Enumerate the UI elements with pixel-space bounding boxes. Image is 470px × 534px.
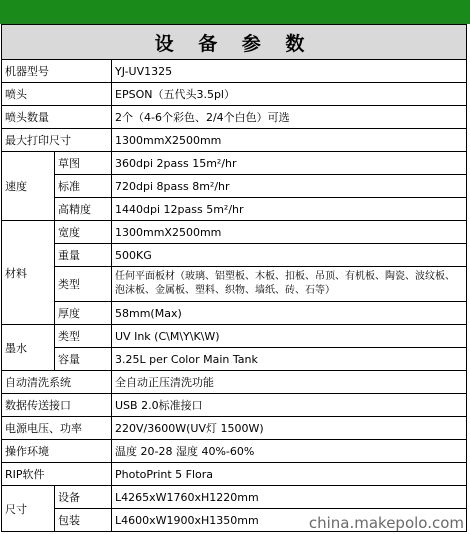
page-title: 设 备 参 数: [2, 25, 467, 60]
head-label: 喷头: [2, 83, 112, 106]
spec-table: [1, 24, 467, 532]
interface-value: USB 2.0标准接口: [112, 394, 467, 417]
speed-standard-value: 720dpi 8pass 8m²/hr: [112, 175, 467, 198]
power-label: 电源电压、功率: [2, 417, 112, 440]
ink-type-value: UV Ink (C\M\Y\K\W): [112, 325, 467, 348]
speed-high-value: 1440dpi 12pass 5m²/hr: [112, 198, 467, 221]
speed-label: 速度: [2, 152, 55, 221]
power-value: 220V/3600W(UV灯 1500W): [112, 417, 467, 440]
material-width-label: 宽度: [55, 221, 112, 244]
material-weight-value: 500KG: [112, 244, 467, 267]
max-print-value: 1300mmX2500mm: [112, 129, 467, 152]
watermark: china.makepolo.com: [308, 514, 464, 532]
rip-label: RIP软件: [2, 463, 112, 486]
cleaning-value: 全自动正压清洗功能: [112, 371, 467, 394]
speed-high-label: 高精度: [55, 198, 112, 221]
top-green-bar: [0, 0, 470, 24]
head-value: EPSON（五代头3.5pl）: [112, 83, 467, 106]
interface-label: 数据传送接口: [2, 394, 112, 417]
material-type-value: 任何平面板材（玻璃、铝塑板、木板、扣板、吊顶、有机板、陶瓷、波纹板、泡沫板、金属板、塑料、织物、墙纸、砖、石等）: [112, 267, 467, 302]
speed-draft-value: 360dpi 2pass 15m²/hr: [112, 152, 467, 175]
size-package-label: 包装: [55, 509, 112, 532]
rip-value: PhotoPrint 5 Flora: [112, 463, 467, 486]
model-value: YJ-UV1325: [112, 60, 467, 83]
model-label: 机器型号: [2, 60, 112, 83]
head-count-value: 2个（4-6个彩色、2/4个白色）可选: [112, 106, 467, 129]
material-weight-label: 重量: [55, 244, 112, 267]
material-thickness-value: 58mm(Max): [112, 302, 467, 325]
material-thickness-label: 厚度: [55, 302, 112, 325]
environment-label: 操作环境: [2, 440, 112, 463]
environment-value: 温度 20-28 湿度 40%-60%: [112, 440, 467, 463]
material-type-label: 类型: [55, 267, 112, 302]
ink-capacity-label: 容量: [55, 348, 112, 371]
max-print-label: 最大打印尺寸: [2, 129, 112, 152]
speed-draft-label: 草图: [55, 152, 112, 175]
ink-label: 墨水: [2, 325, 55, 371]
material-width-value: 1300mmX2500mm: [112, 221, 467, 244]
size-label: 尺寸: [2, 486, 55, 532]
material-label: 材料: [2, 221, 55, 325]
ink-type-label: 类型: [55, 325, 112, 348]
size-device-value: L4265xW1760xH1220mm: [112, 486, 467, 509]
ink-capacity-value: 3.25L per Color Main Tank: [112, 348, 467, 371]
size-package-value: L4600xW1900xH1350mm: [112, 509, 467, 532]
speed-standard-label: 标准: [55, 175, 112, 198]
size-device-label: 设备: [55, 486, 112, 509]
cleaning-label: 自动清洗系统: [2, 371, 112, 394]
head-count-label: 喷头数量: [2, 106, 112, 129]
